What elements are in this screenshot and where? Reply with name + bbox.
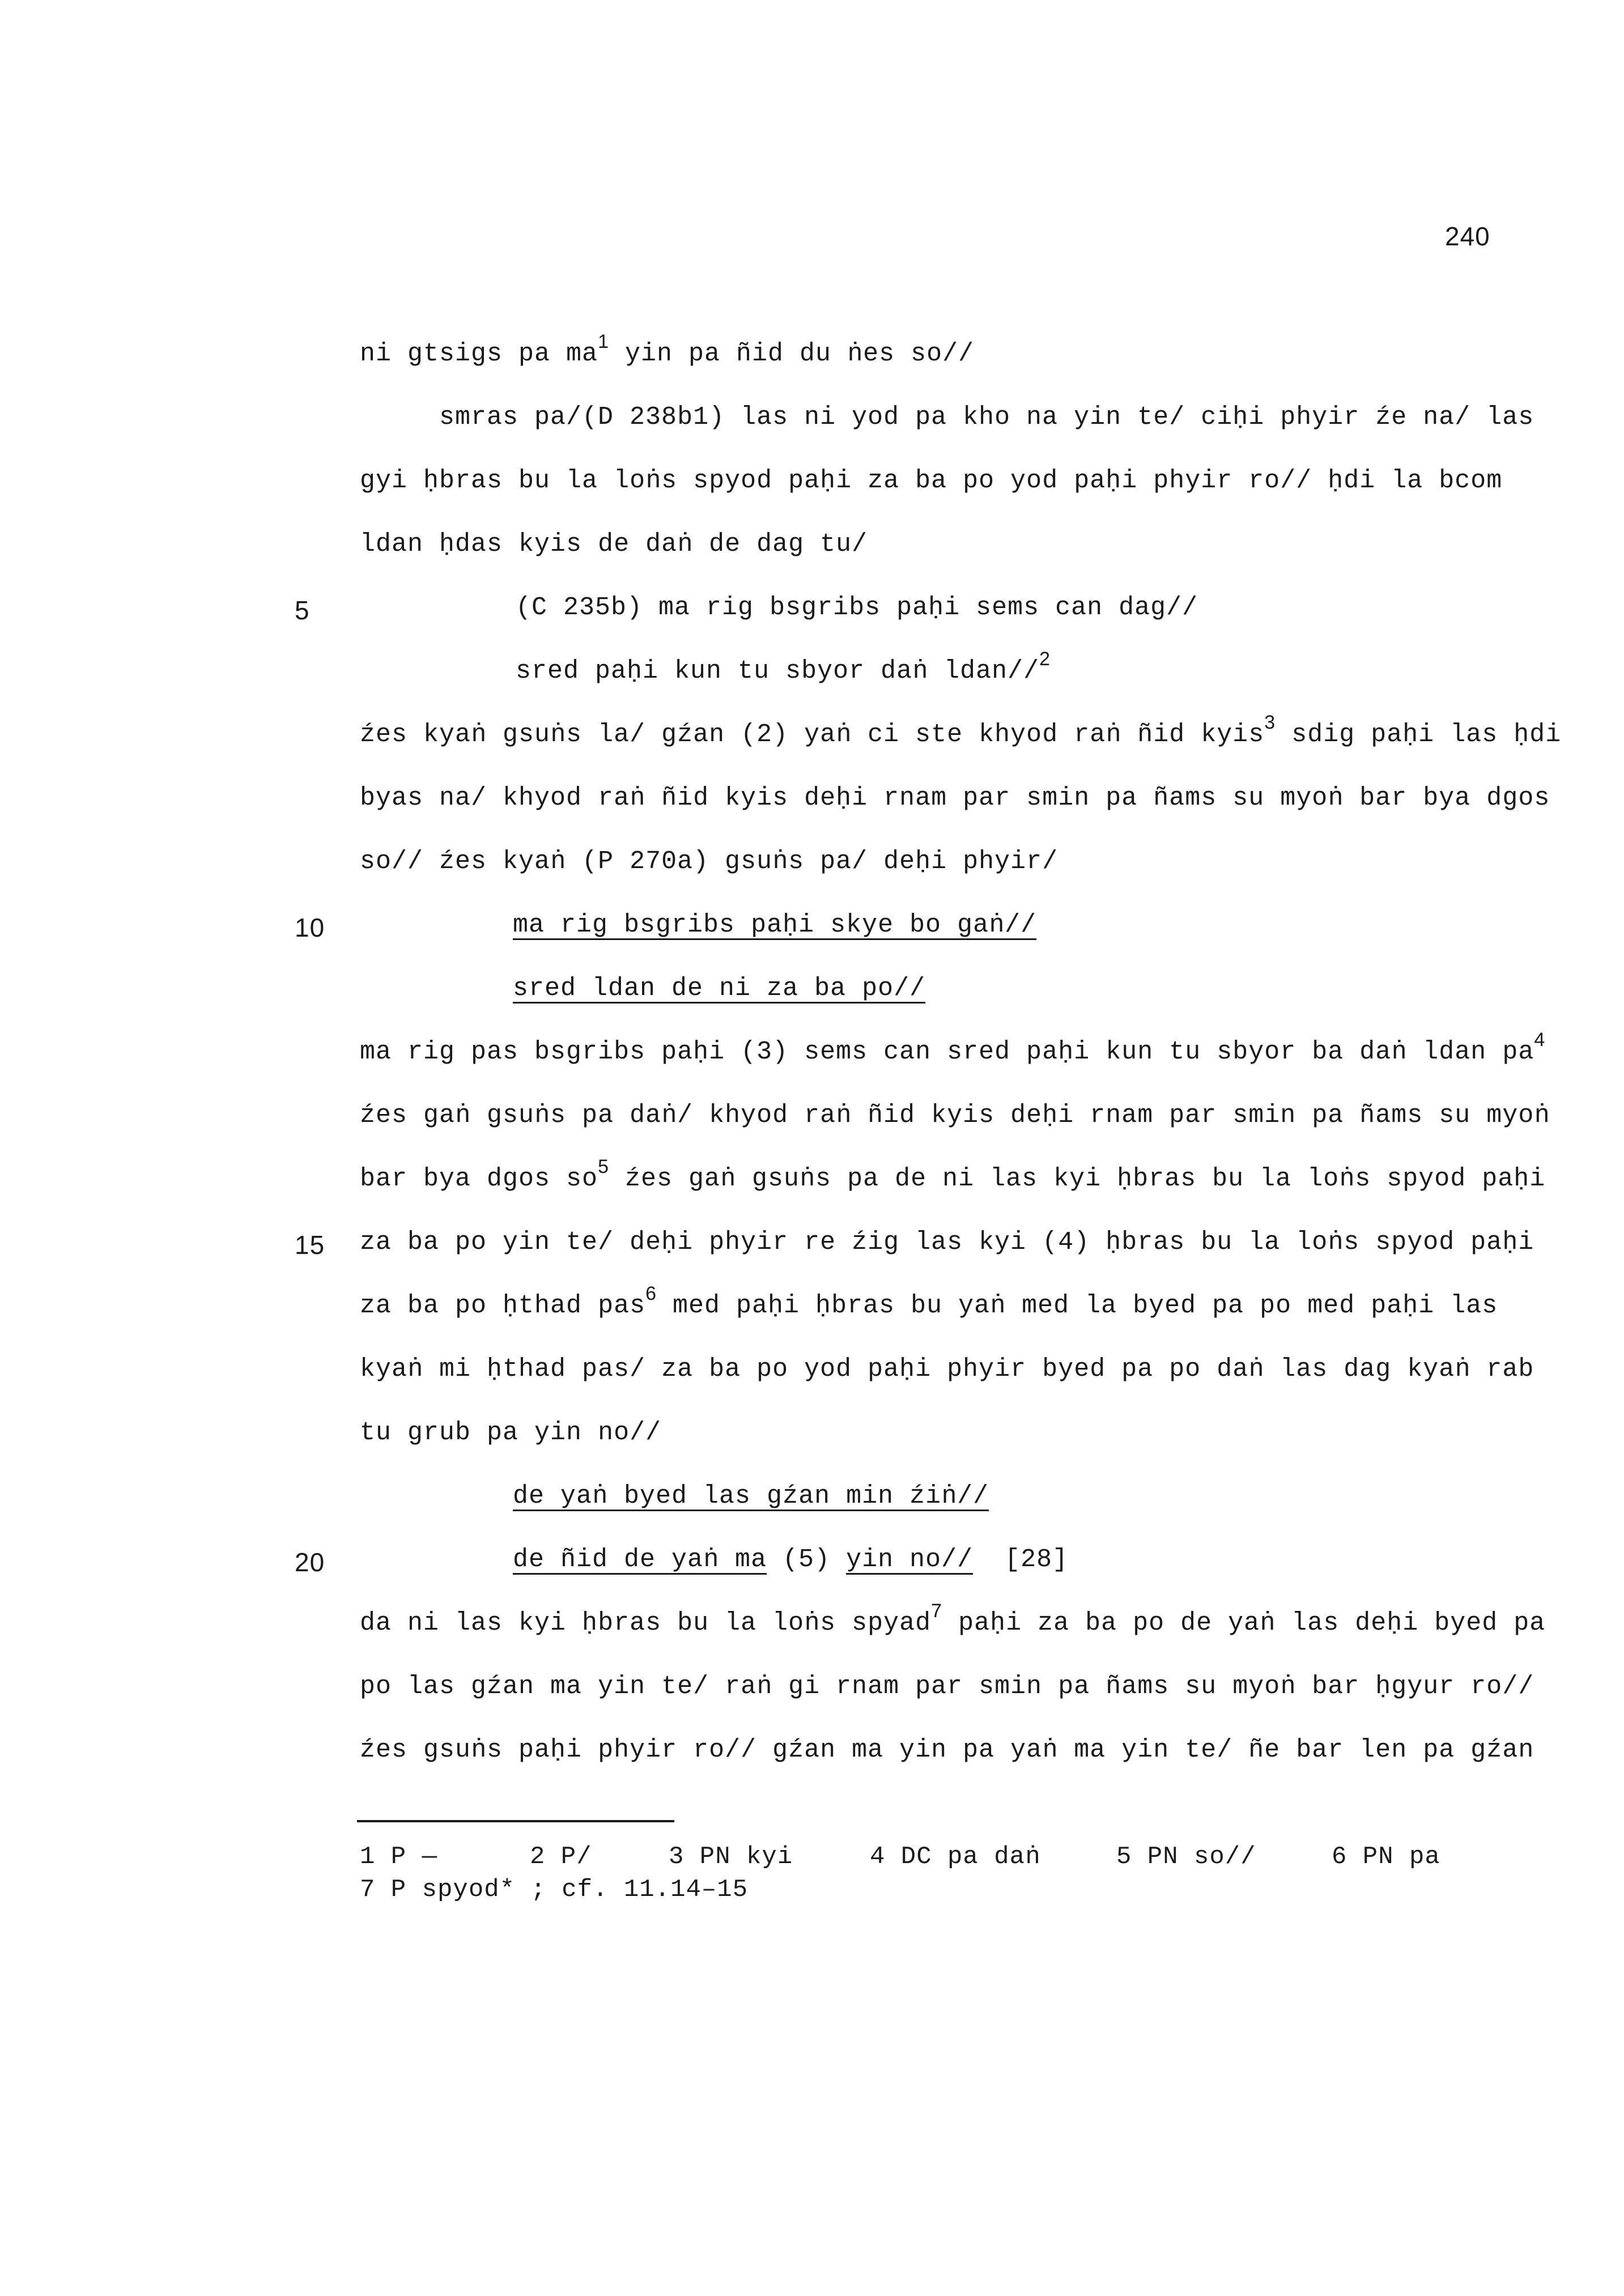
line-number-5: 5	[295, 596, 310, 625]
text-span: yin no//	[846, 1545, 973, 1574]
text-line-3: gyi ḥbras bu la loṅs spyod paḥi za ba po yod paḥi phyir ro// ḥdi la bcom	[360, 466, 1503, 495]
verse-line-6	[516, 648, 1051, 686]
text-span: ma rig pas bsgribs paḥi (3) sems can sred paḥi kun tu sbyor ba daṅ ldan pa	[360, 1038, 1534, 1066]
line-number-15: 15	[295, 1230, 325, 1260]
verse-number: [28]	[973, 1545, 1069, 1574]
text-span: da ni las kyi ḥbras bu la loṅs spyad	[360, 1609, 932, 1638]
page-number: 240	[1445, 222, 1490, 251]
text-line-21	[360, 1600, 1546, 1638]
text-line-22: po las gźan ma yin te/ raṅ gi rnam par smin pa ñams su myoṅ bar ḥgyur ro//	[360, 1672, 1534, 1701]
footnote-ref-6: 6	[645, 1283, 657, 1304]
verse-line-10: ma rig bsgribs paḥi skye bo gaṅ//	[513, 911, 1037, 939]
text-line-12	[360, 1029, 1546, 1066]
text-line-1	[360, 331, 975, 368]
text-span: (5)	[767, 1545, 847, 1574]
footnote-ref-1: 1	[598, 331, 609, 352]
text-line-9: so// źes kyaṅ (P 270a) gsuṅs pa/ deḥi phyir/	[360, 847, 1058, 876]
verse-line-11: sred ldan de ni za ba po//	[513, 974, 926, 1003]
footnote-3: 3 PN kyi	[669, 1843, 793, 1871]
text-span: paḥi za ba po de yaṅ las deḥi byed pa	[942, 1609, 1546, 1638]
footnote-5: 5 PN so//	[1116, 1843, 1256, 1871]
text-line-23: źes gsuṅs paḥi phyir ro// gźan ma yin pa yaṅ ma yin te/ ñe bar len pa gźan	[360, 1736, 1534, 1764]
text-line-15: za ba po yin te/ deḥi phyir re źig las kyi (4) ḥbras bu la loṅs spyod paḥi	[360, 1228, 1534, 1257]
text-span: ni gtsigs pa ma	[360, 339, 598, 368]
text-span: sred paḥi kun tu sbyor daṅ ldan//	[516, 657, 1040, 686]
footnote-ref-3: 3	[1264, 712, 1276, 733]
text-line-14	[360, 1156, 1546, 1193]
footnote-2: 2 P/	[530, 1843, 592, 1871]
text-line-17: kyaṅ mi ḥthad pas/ za ba po yod paḥi phyir byed pa po daṅ las dag kyaṅ rab	[360, 1355, 1534, 1384]
text-span: sdig paḥi las ḥdi	[1276, 720, 1562, 749]
text-span: źes gaṅ gsuṅs pa de ni las kyi ḥbras bu la loṅs spyod paḥi	[609, 1164, 1546, 1193]
text-line-18: tu grub pa yin no//	[360, 1418, 662, 1447]
text-line-13: źes gaṅ gsuṅs pa daṅ/ khyod raṅ ñid kyis deḥi rnam par smin pa ñams su myoṅ	[360, 1101, 1550, 1130]
line-number-10: 10	[295, 913, 325, 942]
verse-line-5: (C 235b) ma rig bsgribs paḥi sems can dag//	[516, 593, 1198, 622]
text-line-4: ldan ḥdas kyis de daṅ de dag tu/	[360, 530, 868, 559]
line-number-20: 20	[295, 1547, 325, 1577]
footnote-4: 4 DC pa daṅ	[870, 1843, 1041, 1871]
footnote-ref-7: 7	[931, 1600, 943, 1622]
footnote-6: 6 PN pa	[1332, 1843, 1440, 1871]
footnote-divider	[357, 1820, 674, 1822]
text-span: za ba po ḥthad pas	[360, 1291, 646, 1320]
footnote-ref-4: 4	[1534, 1029, 1546, 1051]
text-line-7	[360, 712, 1562, 749]
text-line-2: smras pa/(D 238b1) las ni yod pa kho na yin te/ ciḥi phyir źe na/ las	[439, 403, 1534, 432]
verse-line-19: de yaṅ byed las gźan min źiṅ//	[513, 1482, 989, 1511]
text-span: źes kyaṅ gsuṅs la/ gźan (2) yaṅ ci ste khyod raṅ ñid kyis	[360, 720, 1265, 749]
verse-line-20	[513, 1547, 1068, 1572]
text-span: bar bya dgos so	[360, 1164, 598, 1193]
text-line-8: byas na/ khyod raṅ ñid kyis deḥi rnam par smin pa ñams su myoṅ bar bya dgos	[360, 784, 1550, 813]
text-line-16	[360, 1283, 1498, 1320]
footnote-1: 1 P —	[360, 1843, 438, 1871]
footnote-ref-2: 2	[1039, 648, 1051, 670]
text-span: med paḥi ḥbras bu yaṅ med la byed pa po med paḥi las	[657, 1291, 1498, 1320]
text-span: de ñid de yaṅ ma	[513, 1545, 767, 1574]
footnote-7: 7 P spyod* ; cf. 11.14–15	[360, 1876, 749, 1904]
footnote-ref-5: 5	[598, 1156, 609, 1177]
text-span: yin pa ñid du ṅes so//	[609, 339, 975, 368]
